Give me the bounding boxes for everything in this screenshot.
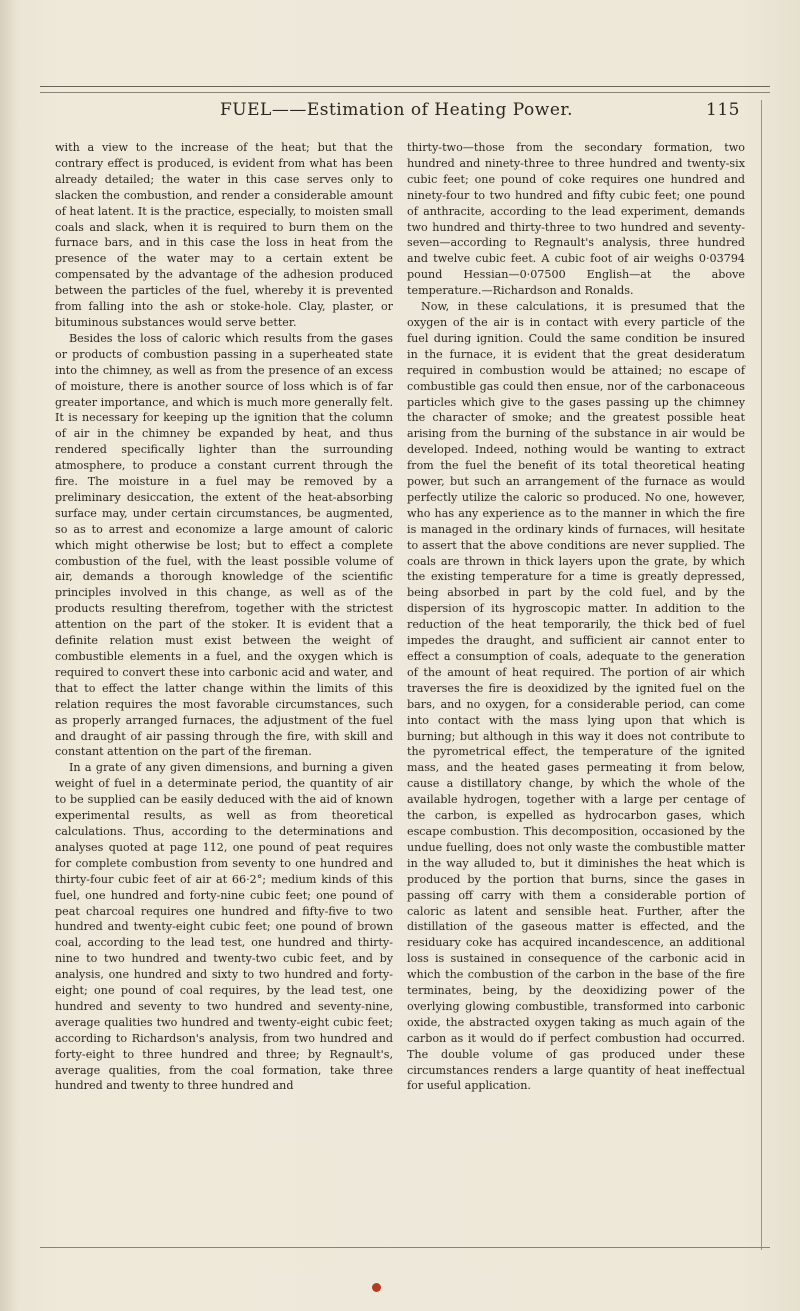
paragraph: In a grate of any given dimensions, and burning a given weight of fuel in a determinate period, the quantity of air to be supplied can be easily deduced with the aid of known experimental results, as well as from theoretical calculations. Thus, according to the determinations and analyses quoted at page 112, one pound of peat requires for complete combustion from seventy to one hundred and thirty-four cubic feet of air at 66·2°; medium kinds of this fuel, one hundred and forty-nine cubic feet; one pound of peat charcoal requires one hundred and fifty-five to two hundred and twenty-eight cubic feet; one pound of brown coal, according to the lead test, one hundred and thirty-nine to two hundred and twenty-two cubic feet, and by analysis, one hundred and sixty to two hundred and forty-eight; one pound of coal requires, by the lead test, one hundred and seventy to two hundred and seventy-nine, average qualities two hundred and twenty-eight cubic feet; according to Richardson's analysis, from two hundred and forty-eight to three hundred and three; by Regnault's, average qualities, from the coal formation, take three hundred and twenty to three hundred and xyxy=(55,761,393,1093)
running-header xyxy=(40,100,750,124)
right-column xyxy=(407,140,745,1094)
page-number: 115 xyxy=(706,100,740,120)
paragraph: thirty-two—those from the secondary formation, two hundred and ninety-three to three hundred and twenty-six cubic feet; one pound of coke requires one hundred and ninety-four to two hundred and fifty cubic feet; one pound of anthracite, according to the lead experiment, demands two hundred and thirty-three to two hundred and seventy-seven—according to Regnault's analysis, three hundred and twelve cubic feet. A cubic foot of air weighs 0·03794 pound Hessian—0·07500 English—at the above temperature.—Richardson and Ronalds. xyxy=(407,141,745,298)
paragraph: with a view to the increase of the heat; but that the contrary effect is produced, is evident from what has been already detailed; the water in this case serves only to slacken the combustion, and render a considerable amount of heat latent. It is the practice, especially, to moisten small coals and slack, when it is required to burn them on the furnace bars, and in this case the loss in heat from the presence of the water may to a certain extent be compensated by the advantage of the adhesion produced between the particles of the fuel, whereby it is prevented from falling into the ash or stoke-hole. Clay, plaster, or bituminous substances would serve better. xyxy=(55,141,393,329)
ink-blot xyxy=(372,1283,381,1292)
side-rule xyxy=(761,100,762,1250)
bottom-rule xyxy=(40,1247,770,1248)
left-column xyxy=(55,140,393,1094)
running-title: FUEL——Estimation of Heating Power. xyxy=(220,100,574,120)
top-rule-inner xyxy=(40,92,770,93)
paragraph: Besides the loss of caloric which results from the gases or products of combustion passing in a superheated state into the chimney, as well as from the presence of an excess of moisture, there is another source of loss which is of far greater importance, and which is much more generally felt. It is necessary for keeping up the ignition that the column of air in the chimney be expanded by heat, and thus rendered specifically lighter than the surrounding atmosphere, to produce a constant current through the fire. The moisture in a fuel may be removed by a preliminary desiccation, the extent of the heat-absorbing surface may, under certain circumstances, be augmented, so as to arrest and economize a large amount of caloric which might otherwise be lost; but to effect a complete combustion of the fuel, with the least possible volume of air, demands a thorough knowledge of the scientific principles involved in this change, as well as of the products resulting therefrom, together with the strictest attention on the part of the stoker. It is evident that a definite relation must exist between the weight of combustible elements in a fuel, and the oxygen which is required to convert these into carbonic acid and water, and that to effect the latter change within the limits of this relation requires the most favorable circumstances, such as properly arranged furnaces, the adjustment of the fuel and draught of air passing through the fire, with skill and constant attention on the part of the fireman. xyxy=(55,331,393,759)
paragraph: Now, in these calculations, it is presumed that the oxygen of the air is in contact with every particle of the fuel during ignition. Could the same condition be insured in the furnace, it is evident that the great desideratum required in combustion would be attained; no escape of combustible gas could then ensue, nor of the carbonaceous particles which give to the gases passing up the chimney the character of smoke; and the greatest possible heat arising from the burning of the substance in air would be developed. Indeed, nothing would be wanting to extract from the fuel the benefit of its total theoretical heating power, but such an arrangement of the furnace as would perfectly utilize the caloric so produced. No one, however, who has any experience as to the manner in which the fire is managed in the ordinary kinds of furnaces, will hesitate to assert that the above conditions are never supplied. The coals are thrown in thick layers upon the grate, by which the existing temperature for a time is greatly depressed, being absorbed in part by the cold fuel, and by the dispersion of its hygroscopic matter. In addition to the reduction of the heat temporarily, the thick bed of fuel impedes the draught, and sufficient air cannot enter to effect a consumption of coals, adequate to the generation of the amount of heat required. The portion of air which traverses the fire is deoxidized by the ignited fuel on the bars, and no oxygen, for a considerable period, can come into contact with the mass lying upon that which is burning; but although in this way it does not contribute to the pyrometrical effect, the temperature of the ignited mass, and the heated gases permeating it from below, cause a distillatory change, by which the whole of the available hydrogen, together with a large per centage of the carbon, is expelled as hydrocarbon gases, which escape combustion. This decomposition, occasioned by the undue fuelling, does not only waste the combustible matter in the way alluded to, but it diminishes the heat which is produced by the portion that burns, since the gases in passing off carry with them a considerable portion of caloric as latent and sensible heat. Further, after the distillation of the gaseous matter is effected, and the residuary coke has acquired incandescence, an additional loss is sustained in consequence of the carbonic acid in which the combustion of the carbon in the base of the fire terminates, being, by the deoxidizing power of the overlying glowing combustible, transformed into carbonic oxide, the abstracted oxygen taking as much again of the carbon as it would do if perfect combustion had occurred. The double volume of gas produced under these circumstances renders a large quantity of heat ineffectual for useful application. xyxy=(407,300,745,1093)
top-rule xyxy=(40,86,770,87)
